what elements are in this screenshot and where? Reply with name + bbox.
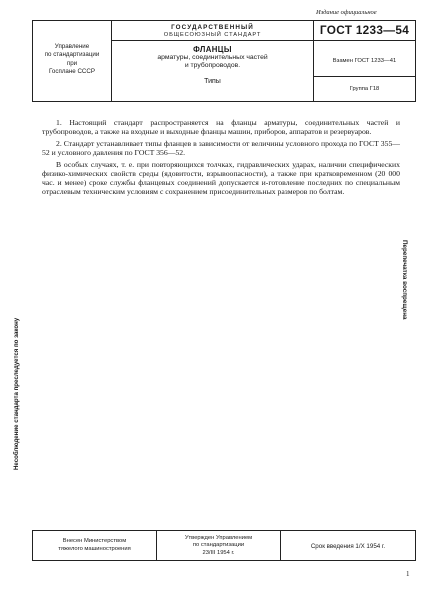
- header-table: [32, 20, 416, 102]
- group-code: Группа Г18: [349, 86, 380, 92]
- replaces-note: Взамен ГОСТ 1233—41: [332, 58, 397, 64]
- body-paragraph: 2. Стандарт устанавливает типы фланцев в зависимости от величины условного прохода по ГОСТ 355—52 и условного давления по ГОСТ 356—52.: [42, 139, 400, 157]
- approved-line: по стандартизации: [192, 542, 245, 549]
- document-types: Типы: [204, 78, 221, 85]
- reprint-notice-vertical: Перепечатка воспрещена: [401, 240, 408, 320]
- divider: [112, 40, 313, 41]
- approved-line: 23/III 1954 г.: [202, 549, 235, 556]
- standard-type-line2: ОБЩЕСОЮЗНЫЙ СТАНДАРТ: [163, 32, 262, 38]
- page-number: 1: [406, 570, 410, 578]
- agency-line: Госплане СССР: [49, 68, 95, 76]
- agency-line: по стандартизации: [44, 51, 100, 59]
- agency-line: Управление: [54, 43, 90, 50]
- submitted-by-line: тяжелого машиностроения: [58, 545, 131, 552]
- submitted-by-cell: [33, 531, 157, 560]
- approved-cell: [157, 531, 281, 560]
- subtitle-line: и трубопроводов.: [184, 62, 241, 70]
- body-paragraph: 1. Настоящий стандарт распространяется на фланцы арматуры, соединительных частей и трубопроводов, а также на входные и выходные фланцы машин, приборов, аппаратов и резервуаров.: [42, 118, 400, 136]
- divider: [314, 40, 415, 41]
- edition-label: Издание официальное: [316, 9, 377, 16]
- agency-line: при: [66, 59, 78, 67]
- submitted-by-line: Внесен Министерством: [62, 538, 127, 544]
- footer-table: [32, 530, 416, 561]
- document-title: ФЛАНЦЫ: [193, 45, 232, 54]
- agency-name: [35, 43, 109, 77]
- approved-line: Утвержден Управлением: [184, 535, 253, 541]
- body-paragraph: В особых случаях, т. е. при повторяющихся толчках, гидравлических ударах, наличии специфических физико-химических свойств среды (ядовитости, взрывоопасности), а также при кратковременном (20 000 час. и менее) сроке службы фланцевых соединений допускается и-готовление последних по специальным отраслевым техническим условиям с сохранением присоединительных размеров по болтам.: [42, 160, 400, 196]
- effective-date-cell: Срок введения 1/X 1954 г.: [310, 543, 386, 550]
- standard-type-line1: ГОСУДАРСТВЕННЫЙ: [171, 24, 254, 31]
- document-subtitle: [116, 54, 309, 71]
- divider: [314, 76, 415, 77]
- gost-cell: [314, 21, 415, 101]
- gost-number: ГОСТ 1233—54: [319, 23, 410, 37]
- legal-notice-vertical: Несоблюдение стандарта преследуется по закону: [13, 317, 20, 470]
- agency-cell: [33, 21, 112, 101]
- title-cell: [112, 21, 314, 101]
- document-body: [42, 118, 400, 199]
- subtitle-line: арматуры, соединительных частей: [157, 54, 268, 61]
